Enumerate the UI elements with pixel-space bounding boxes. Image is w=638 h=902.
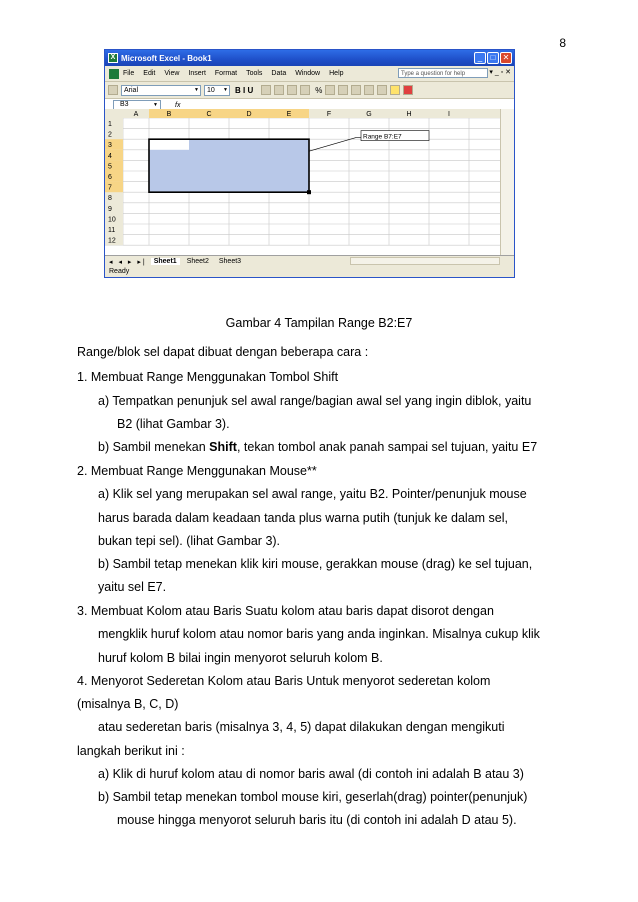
item-1b-pre: b) Sambil menekan — [98, 440, 210, 454]
item-4-line2: (misalnya B, C, D) — [77, 697, 179, 711]
status-bar: Ready — [109, 268, 130, 275]
maximize-icon[interactable]: □ — [487, 52, 499, 64]
comma-style-icon[interactable] — [325, 85, 335, 95]
percent-button[interactable]: % — [315, 85, 323, 95]
row-header-12: 12 — [108, 237, 116, 245]
menu-data[interactable]: Data — [271, 70, 287, 77]
column-header-I: I — [448, 111, 450, 118]
item-2a-line1: a) Klik sel yang merupakan sel awal range, yaitu B2. Pointer/penunjuk mouse — [98, 487, 527, 501]
title-bar — [105, 50, 514, 66]
item-2a-line3: bukan tepi sel). (lihat Gambar 3). — [98, 534, 281, 548]
column-header-G: G — [366, 111, 372, 118]
menu-view[interactable]: View — [164, 70, 180, 77]
vertical-scrollbar[interactable] — [500, 109, 514, 255]
excel-logo-icon: X — [108, 53, 118, 63]
window-title: Microsoft Excel - Book1 — [121, 53, 212, 63]
align-left-icon[interactable] — [261, 85, 271, 95]
fill-handle — [307, 190, 311, 194]
align-center-icon[interactable] — [274, 85, 284, 95]
merge-center-icon[interactable] — [300, 85, 310, 95]
ask-question-box[interactable]: Type a question for help — [398, 68, 488, 78]
align-right-icon[interactable] — [287, 85, 297, 95]
menu-window[interactable]: Window — [295, 70, 321, 77]
item-2-heading: 2. Membuat Range Menggunakan Mouse** — [77, 464, 317, 478]
menu-tools[interactable]: Tools — [246, 70, 263, 77]
column-header-A: A — [133, 111, 139, 118]
intro-text: Range/blok sel dapat dibuat dengan beberapa cara : — [77, 345, 369, 359]
item-4b-line1: b) Sambil tetap menekan tombol mouse kiri, geserlah(drag) pointer(penunjuk) — [98, 790, 528, 804]
column-header-D: D — [246, 111, 252, 118]
row-header-10: 10 — [108, 216, 116, 224]
menu-bar — [105, 66, 514, 82]
sheet-nav-icons[interactable]: ◂ ◂ ▸ ▸| — [109, 258, 147, 266]
row-header-8: 8 — [108, 195, 112, 203]
item-1b — [98, 440, 537, 454]
callout-text: Range B7:E7 — [363, 133, 402, 141]
chevron-down-icon: ▼ — [223, 86, 228, 93]
row-header-1: 1 — [108, 121, 112, 128]
item-4a: a) Klik di huruf kolom atau di nomor baris awal (di contoh ini adalah B atau 3) — [98, 767, 524, 781]
figure-caption: Gambar 4 Tampilan Range B2:E7 — [225, 316, 413, 330]
column-header-E: E — [286, 111, 292, 118]
menu-insert[interactable]: Insert — [188, 70, 206, 77]
close-icon[interactable]: ✕ — [500, 52, 512, 64]
row-header-3: 3 — [108, 142, 112, 150]
format-buttons[interactable]: B I U — [235, 85, 254, 95]
item-3-line3: huruf kolom B bilai ingin menyorot seluruh kolom B. — [98, 651, 383, 665]
row-header-9: 9 — [108, 205, 112, 213]
item-4-line4: langkah berikut ini : — [77, 744, 185, 758]
row-header-5: 5 — [108, 163, 112, 171]
item-1a-line1: a) Tempatkan penunjuk sel awal range/bagian awal sel yang ingin diblok, yaitu — [98, 394, 532, 408]
font-name-value: Arial — [124, 86, 139, 94]
tab-sheet3[interactable]: Sheet3 — [218, 258, 242, 265]
increase-indent-icon[interactable] — [364, 85, 374, 95]
function-icon[interactable]: fx — [175, 101, 181, 109]
column-header-C: C — [206, 111, 212, 118]
row-header-2: 2 — [108, 131, 112, 139]
item-1b-post: , tekan tombol anak panah sampai sel tujuan, yaitu E7 — [236, 440, 538, 454]
chevron-down-icon: ▼ — [194, 86, 199, 93]
chevron-down-icon: ▼ — [153, 102, 158, 108]
worksheet-grid[interactable] — [105, 109, 501, 255]
fill-color-icon[interactable] — [390, 85, 400, 95]
item-2b-line1: b) Sambil tetap menekan klik kiri mouse, gerakkan mouse (drag) ke sel tujuan, — [98, 557, 533, 571]
workbook-icon — [109, 69, 119, 79]
toolbar-options-icon[interactable] — [108, 85, 118, 95]
item-2a-line2: harus barada dalam keadaan tanda plus warna putih (tunjuk ke dalam sel, — [98, 511, 508, 525]
borders-icon[interactable] — [377, 85, 387, 95]
font-name-select[interactable] — [121, 85, 201, 96]
menu-edit[interactable]: Edit — [143, 70, 156, 77]
menu-file[interactable]: File — [123, 70, 135, 77]
increase-decimal-icon[interactable] — [338, 85, 348, 95]
decrease-indent-icon[interactable] — [351, 85, 361, 95]
item-4-line3: atau sederetan baris (misalnya 3, 4, 5) dapat dilakukan dengan mengikuti — [98, 720, 505, 734]
shift-key-label: Shift — [209, 440, 237, 454]
active-cell — [149, 139, 189, 150]
workbook-controls[interactable]: ▾ _ ▫ ✕ — [489, 69, 511, 76]
page-number: 8 — [559, 36, 566, 50]
row-header-4: 4 — [108, 152, 112, 160]
name-box-value: B3 — [120, 101, 129, 108]
tab-sheet1[interactable]: Sheet1 — [151, 258, 180, 265]
menu-format[interactable]: Format — [214, 70, 238, 77]
grid-svg — [105, 109, 501, 255]
row-header-6: 6 — [108, 174, 112, 181]
column-header-H: H — [406, 111, 412, 118]
column-header-F: F — [326, 111, 332, 118]
horizontal-scrollbar[interactable] — [350, 257, 500, 265]
excel-window — [104, 49, 515, 278]
item-1a-line2: B2 (lihat Gambar 3). — [117, 417, 230, 431]
formatting-toolbar — [105, 82, 514, 99]
minimize-icon[interactable]: _ — [474, 52, 486, 64]
row-header-11: 11 — [108, 227, 116, 234]
row-header-7: 7 — [108, 184, 112, 192]
item-3-line2: mengklik huruf kolom atau nomor baris yang anda inginkan. Misalnya cukup klik — [98, 627, 540, 641]
item-4b-line2: mouse hingga menyorot seluruh baris itu (di contoh ini adalah D atau 5). — [117, 813, 517, 827]
menu-help[interactable]: Help — [329, 70, 344, 77]
font-size-value: 10 — [207, 86, 215, 94]
item-3-line1: 3. Membuat Kolom atau Baris Suatu kolom atau baris dapat disorot dengan — [77, 604, 494, 618]
column-header-B: B — [166, 111, 172, 118]
item-1-heading: 1. Membuat Range Menggunakan Tombol Shift — [77, 370, 339, 384]
item-2b-line2: yaitu sel E7. — [98, 580, 167, 594]
tab-sheet2[interactable]: Sheet2 — [186, 258, 209, 265]
font-color-icon[interactable] — [403, 85, 413, 95]
item-4-line1: 4. Menyorot Sederetan Kolom atau Baris Untuk menyorot sederetan kolom — [77, 674, 491, 688]
font-size-select[interactable] — [204, 85, 230, 96]
